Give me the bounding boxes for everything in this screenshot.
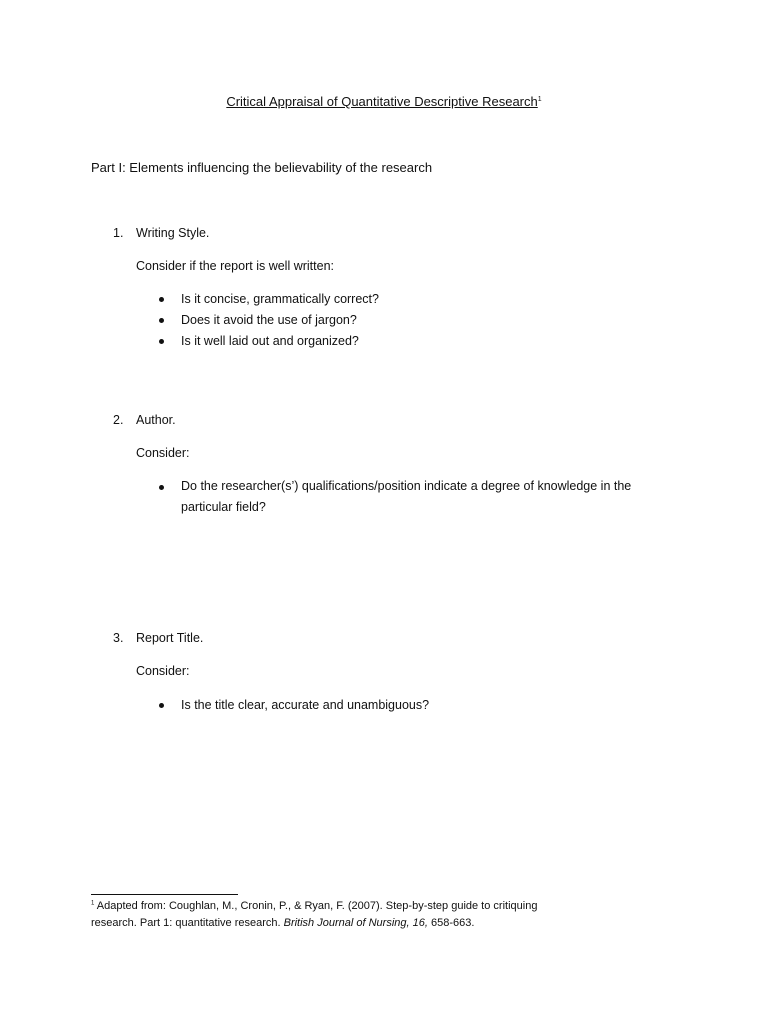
section-1-bullet-1: Is it concise, grammatically correct? [181,292,379,306]
bullet-icon [159,703,164,708]
bullet-icon [159,318,164,323]
section-2-bullet-1: Do the researcher(s’) qualifications/position indicate a degree of knowledge in the particular field? [181,479,632,514]
bullet-icon [159,297,164,302]
part-heading: Part I: Elements influencing the believability of the research [91,160,433,175]
section-1-heading: Writing Style. [136,226,210,240]
footnote-pages: 658-663. [427,917,475,929]
footnote-journal: British Journal of Nursing, 16, [283,917,428,929]
section-3-consider: Consider: [136,664,190,678]
footnote-mark: 1 [91,900,95,907]
section-2-heading: Author. [136,413,176,427]
section-1-number: 1. [113,226,124,240]
footnote-text-a: Adapted from: Coughlan, M., Cronin, P., & Ryan, F. (2007). Step-by-step guide to critiquing [94,900,538,912]
section-2-number: 2. [113,413,124,427]
section-1-consider: Consider if the report is well written: [136,259,334,273]
footnote-line-2 [91,917,474,929]
bullet-icon [159,339,164,344]
bullet-icon [159,485,164,490]
section-1-bullet-3: Is it well laid out and organized? [181,334,359,348]
section-3-bullet-1: Is the title clear, accurate and unambiguous? [181,698,430,712]
section-2-consider: Consider: [136,446,190,460]
document-title [0,94,768,109]
section-3-heading: Report Title. [136,631,204,645]
footnote-separator [91,894,238,895]
footnote-line-1 [91,900,537,912]
title-footnote-mark: 1 [537,95,542,103]
footnote-text-b: research. Part 1: quantitative research. [91,917,284,929]
section-3-number: 3. [113,631,124,645]
section-1-bullet-2: Does it avoid the use of jargon? [181,313,357,327]
document-title-text: Critical Appraisal of Quantitative Descriptive Research [226,94,538,109]
